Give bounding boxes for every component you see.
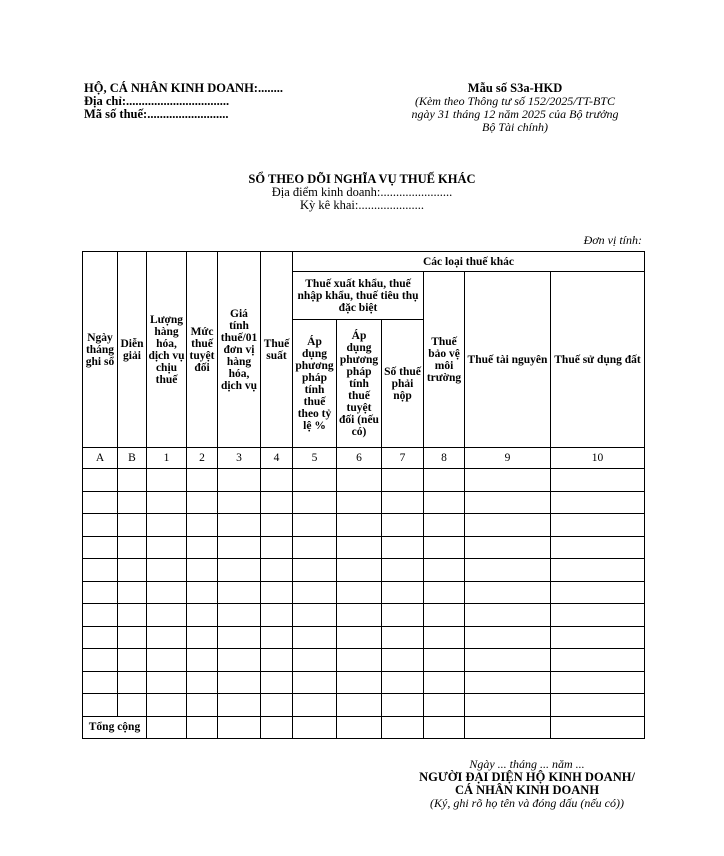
- ledger-cell: [424, 671, 465, 694]
- column-code: 1: [147, 448, 187, 469]
- ledger-cell: [337, 491, 382, 514]
- total-label: Tổng cộng: [83, 716, 147, 738]
- ledger-cell: [83, 694, 118, 717]
- ledger-cell: [293, 581, 337, 604]
- ledger-cell: [147, 604, 187, 627]
- ledger-cell: [118, 626, 147, 649]
- ledger-cell: [261, 491, 293, 514]
- ledger-cell: [147, 559, 187, 582]
- signature-block: [372, 758, 682, 810]
- ledger-cell: [187, 671, 218, 694]
- table-row: [83, 514, 645, 537]
- column-code-row: [83, 448, 645, 469]
- col-header-date: Ngày tháng ghi sổ: [83, 252, 118, 448]
- ledger-cell: [551, 536, 645, 559]
- ledger-cell: [261, 671, 293, 694]
- ledger-cell: [118, 491, 147, 514]
- ledger-cell: [382, 491, 424, 514]
- ledger-cell: [118, 581, 147, 604]
- representative-line-1: NGƯỜI ĐẠI DIỆN HỘ KINH DOANH/: [419, 770, 635, 784]
- circular-line-1: (Kèm theo Thông tư số 152/2025/TT-BTC: [414, 94, 615, 108]
- table-row: [83, 491, 645, 514]
- form-reference: [395, 82, 635, 134]
- ledger-cell: [261, 604, 293, 627]
- table-row: [83, 694, 645, 717]
- ledger-cell: [187, 491, 218, 514]
- col-header-land-tax: Thuế sử dụng đất: [551, 272, 645, 448]
- ledger-cell: [465, 514, 551, 537]
- ledger-cell: [187, 559, 218, 582]
- ledger-cell: [261, 581, 293, 604]
- total-cell: [382, 716, 424, 738]
- ledger-cell: [187, 626, 218, 649]
- ledger-cell: [83, 649, 118, 672]
- ledger-cell: [187, 649, 218, 672]
- ledger-cell: [337, 626, 382, 649]
- ledger-cell: [261, 514, 293, 537]
- total-cell: [551, 716, 645, 738]
- col-header-quantity: Lượng hàng hóa, dịch vụ chịu thuế: [147, 252, 187, 448]
- column-code: 5: [293, 448, 337, 469]
- ledger-cell: [147, 469, 187, 492]
- ledger-cell: [147, 671, 187, 694]
- business-location-field: Địa điểm kinh doanh:.......................: [271, 185, 453, 199]
- ledger-cell: [83, 604, 118, 627]
- total-cell: [261, 716, 293, 738]
- ledger-cell: [218, 491, 261, 514]
- column-code: 8: [424, 448, 465, 469]
- signature-date-line: Ngày ... tháng ... năm ...: [469, 757, 585, 771]
- group-header-other-taxes: Các loại thuế khác: [293, 252, 645, 272]
- ledger-cell: [83, 469, 118, 492]
- ledger-cell: [118, 536, 147, 559]
- total-cell: [424, 716, 465, 738]
- ledger-cell: [424, 604, 465, 627]
- ledger-cell: [382, 559, 424, 582]
- ledger-cell: [293, 491, 337, 514]
- ledger-cell: [551, 491, 645, 514]
- col-header-taxable-price: Giá tính thuế/01 đơn vị hàng hóa, dịch vụ: [218, 252, 261, 448]
- table-row: [83, 469, 645, 492]
- total-cell: [147, 716, 187, 738]
- ledger-cell: [293, 514, 337, 537]
- ledger-cell: [337, 469, 382, 492]
- column-code: B: [118, 448, 147, 469]
- table-row: [83, 604, 645, 627]
- ledger-cell: [382, 671, 424, 694]
- ledger-cell: [293, 559, 337, 582]
- total-cell: [187, 716, 218, 738]
- form-number: Mẫu số S3a-HKD: [467, 81, 563, 95]
- ledger-cell: [382, 469, 424, 492]
- ledger-cell: [424, 581, 465, 604]
- ledger-cell: [218, 536, 261, 559]
- ledger-cell: [218, 469, 261, 492]
- ledger-cell: [424, 559, 465, 582]
- ledger-cell: [147, 626, 187, 649]
- ledger-cell: [187, 469, 218, 492]
- ledger-cell: [424, 514, 465, 537]
- ledger-cell: [147, 581, 187, 604]
- ledger-cell: [382, 626, 424, 649]
- ledger-cell: [261, 626, 293, 649]
- address-field: Địa chỉ:.................................: [84, 94, 230, 108]
- ledger-cell: [83, 581, 118, 604]
- signature-instruction: (Ký, ghi rõ họ tên và đóng dấu (nếu có)): [430, 796, 624, 810]
- ledger-cell: [147, 536, 187, 559]
- ledger-cell: [147, 514, 187, 537]
- ledger-cell: [83, 559, 118, 582]
- ledger-entry-rows: [83, 469, 645, 717]
- tax-ledger-table: [82, 251, 645, 739]
- col-header-absolute-method: Áp dụng phương pháp tính thuế tuyệt đối (nếu có): [337, 320, 382, 448]
- col-header-tax-rate: Thuế suất: [261, 252, 293, 448]
- ledger-cell: [424, 491, 465, 514]
- ledger-cell: [551, 604, 645, 627]
- table-row: [83, 559, 645, 582]
- ledger-cell: [551, 649, 645, 672]
- ledger-cell: [218, 581, 261, 604]
- ledger-cell: [147, 491, 187, 514]
- ledger-cell: [551, 626, 645, 649]
- ledger-cell: [83, 626, 118, 649]
- col-header-absolute-rate: Mức thuế tuyệt đối: [187, 252, 218, 448]
- ledger-cell: [293, 536, 337, 559]
- ledger-cell: [424, 626, 465, 649]
- column-code: 10: [551, 448, 645, 469]
- ledger-cell: [382, 694, 424, 717]
- ledger-cell: [382, 604, 424, 627]
- ledger-cell: [118, 649, 147, 672]
- ledger-cell: [147, 694, 187, 717]
- ledger-cell: [551, 514, 645, 537]
- column-code: 9: [465, 448, 551, 469]
- ledger-cell: [147, 649, 187, 672]
- representative-line-2: CÁ NHÂN KINH DOANH: [454, 783, 600, 797]
- ledger-cell: [551, 694, 645, 717]
- total-cell: [337, 716, 382, 738]
- total-cell: [465, 716, 551, 738]
- table-row: [83, 649, 645, 672]
- ledger-cell: [465, 536, 551, 559]
- ledger-cell: [187, 581, 218, 604]
- ledger-cell: [261, 536, 293, 559]
- tax-code-field: Mã số thuế:..........................: [84, 107, 229, 121]
- business-name-field: HỘ, CÁ NHÂN KINH DOANH:........: [84, 81, 283, 95]
- ledger-cell: [83, 536, 118, 559]
- col-header-tax-payable: Số thuế phải nộp: [382, 320, 424, 448]
- ledger-cell: [551, 559, 645, 582]
- col-header-resource-tax: Thuế tài nguyên: [465, 272, 551, 448]
- table-row: [83, 581, 645, 604]
- ledger-cell: [261, 559, 293, 582]
- ledger-cell: [424, 469, 465, 492]
- ledger-cell: [218, 694, 261, 717]
- column-code: 6: [337, 448, 382, 469]
- ledger-cell: [465, 604, 551, 627]
- ledger-cell: [293, 694, 337, 717]
- ledger-cell: [382, 649, 424, 672]
- ledger-cell: [118, 694, 147, 717]
- ledger-cell: [465, 626, 551, 649]
- total-cell: [293, 716, 337, 738]
- ledger-cell: [465, 559, 551, 582]
- ledger-cell: [187, 536, 218, 559]
- ledger-cell: [337, 581, 382, 604]
- column-code: A: [83, 448, 118, 469]
- col-header-env-tax: Thuế bảo vệ môi trường: [424, 272, 465, 448]
- ledger-cell: [337, 694, 382, 717]
- ledger-cell: [337, 514, 382, 537]
- ledger-cell: [118, 469, 147, 492]
- ledger-cell: [261, 469, 293, 492]
- table-row: [83, 626, 645, 649]
- page-title: SỔ THEO DÕI NGHĨA VỤ THUẾ KHÁC: [248, 172, 476, 186]
- ledger-cell: [118, 604, 147, 627]
- ledger-cell: [187, 604, 218, 627]
- ledger-cell: [118, 559, 147, 582]
- ledger-cell: [465, 649, 551, 672]
- ledger-cell: [218, 604, 261, 627]
- table-row: [83, 671, 645, 694]
- ledger-cell: [293, 604, 337, 627]
- ledger-cell: [424, 649, 465, 672]
- business-header: [84, 82, 283, 121]
- ledger-cell: [382, 581, 424, 604]
- ledger-cell: [465, 671, 551, 694]
- ledger-cell: [551, 581, 645, 604]
- group-header-import-export: Thuế xuất khẩu, thuế nhập khẩu, thuế tiêu thụ đặc biệt: [293, 272, 424, 320]
- circular-line-2: ngày 31 tháng 12 năm 2025 của Bộ trưởng: [411, 107, 619, 121]
- col-header-percent-method: Áp dụng phương pháp tính thuế theo tỷ lệ %: [293, 320, 337, 448]
- declaration-period-field: Kỳ kê khai:.....................: [300, 198, 424, 212]
- ledger-cell: [465, 469, 551, 492]
- ledger-title-block: [0, 173, 724, 212]
- ledger-cell: [261, 694, 293, 717]
- ledger-cell: [218, 671, 261, 694]
- ledger-cell: [337, 671, 382, 694]
- ledger-cell: [261, 649, 293, 672]
- table-row: [83, 536, 645, 559]
- column-code: 2: [187, 448, 218, 469]
- ledger-cell: [83, 514, 118, 537]
- ledger-cell: [293, 649, 337, 672]
- ledger-cell: [382, 514, 424, 537]
- circular-line-3: Bộ Tài chính): [482, 120, 548, 134]
- ledger-cell: [337, 604, 382, 627]
- ledger-cell: [337, 559, 382, 582]
- ledger-cell: [551, 671, 645, 694]
- ledger-cell: [424, 536, 465, 559]
- total-cell: [218, 716, 261, 738]
- ledger-cell: [218, 626, 261, 649]
- unit-label: Đơn vị tính:: [583, 233, 642, 247]
- ledger-cell: [465, 694, 551, 717]
- ledger-cell: [83, 491, 118, 514]
- col-header-description: Diễn giải: [118, 252, 147, 448]
- ledger-cell: [293, 671, 337, 694]
- ledger-cell: [465, 581, 551, 604]
- ledger-cell: [118, 514, 147, 537]
- ledger-cell: [187, 514, 218, 537]
- ledger-cell: [551, 469, 645, 492]
- ledger-cell: [337, 536, 382, 559]
- ledger-cell: [424, 694, 465, 717]
- ledger-cell: [218, 559, 261, 582]
- ledger-cell: [293, 626, 337, 649]
- ledger-cell: [218, 514, 261, 537]
- ledger-cell: [187, 694, 218, 717]
- column-code: 4: [261, 448, 293, 469]
- column-code: 3: [218, 448, 261, 469]
- ledger-cell: [382, 536, 424, 559]
- ledger-cell: [293, 469, 337, 492]
- ledger-cell: [83, 671, 118, 694]
- ledger-cell: [337, 649, 382, 672]
- ledger-cell: [118, 671, 147, 694]
- total-row: [83, 716, 645, 738]
- ledger-cell: [218, 649, 261, 672]
- header-row-1: [83, 252, 645, 272]
- column-code: 7: [382, 448, 424, 469]
- ledger-cell: [465, 491, 551, 514]
